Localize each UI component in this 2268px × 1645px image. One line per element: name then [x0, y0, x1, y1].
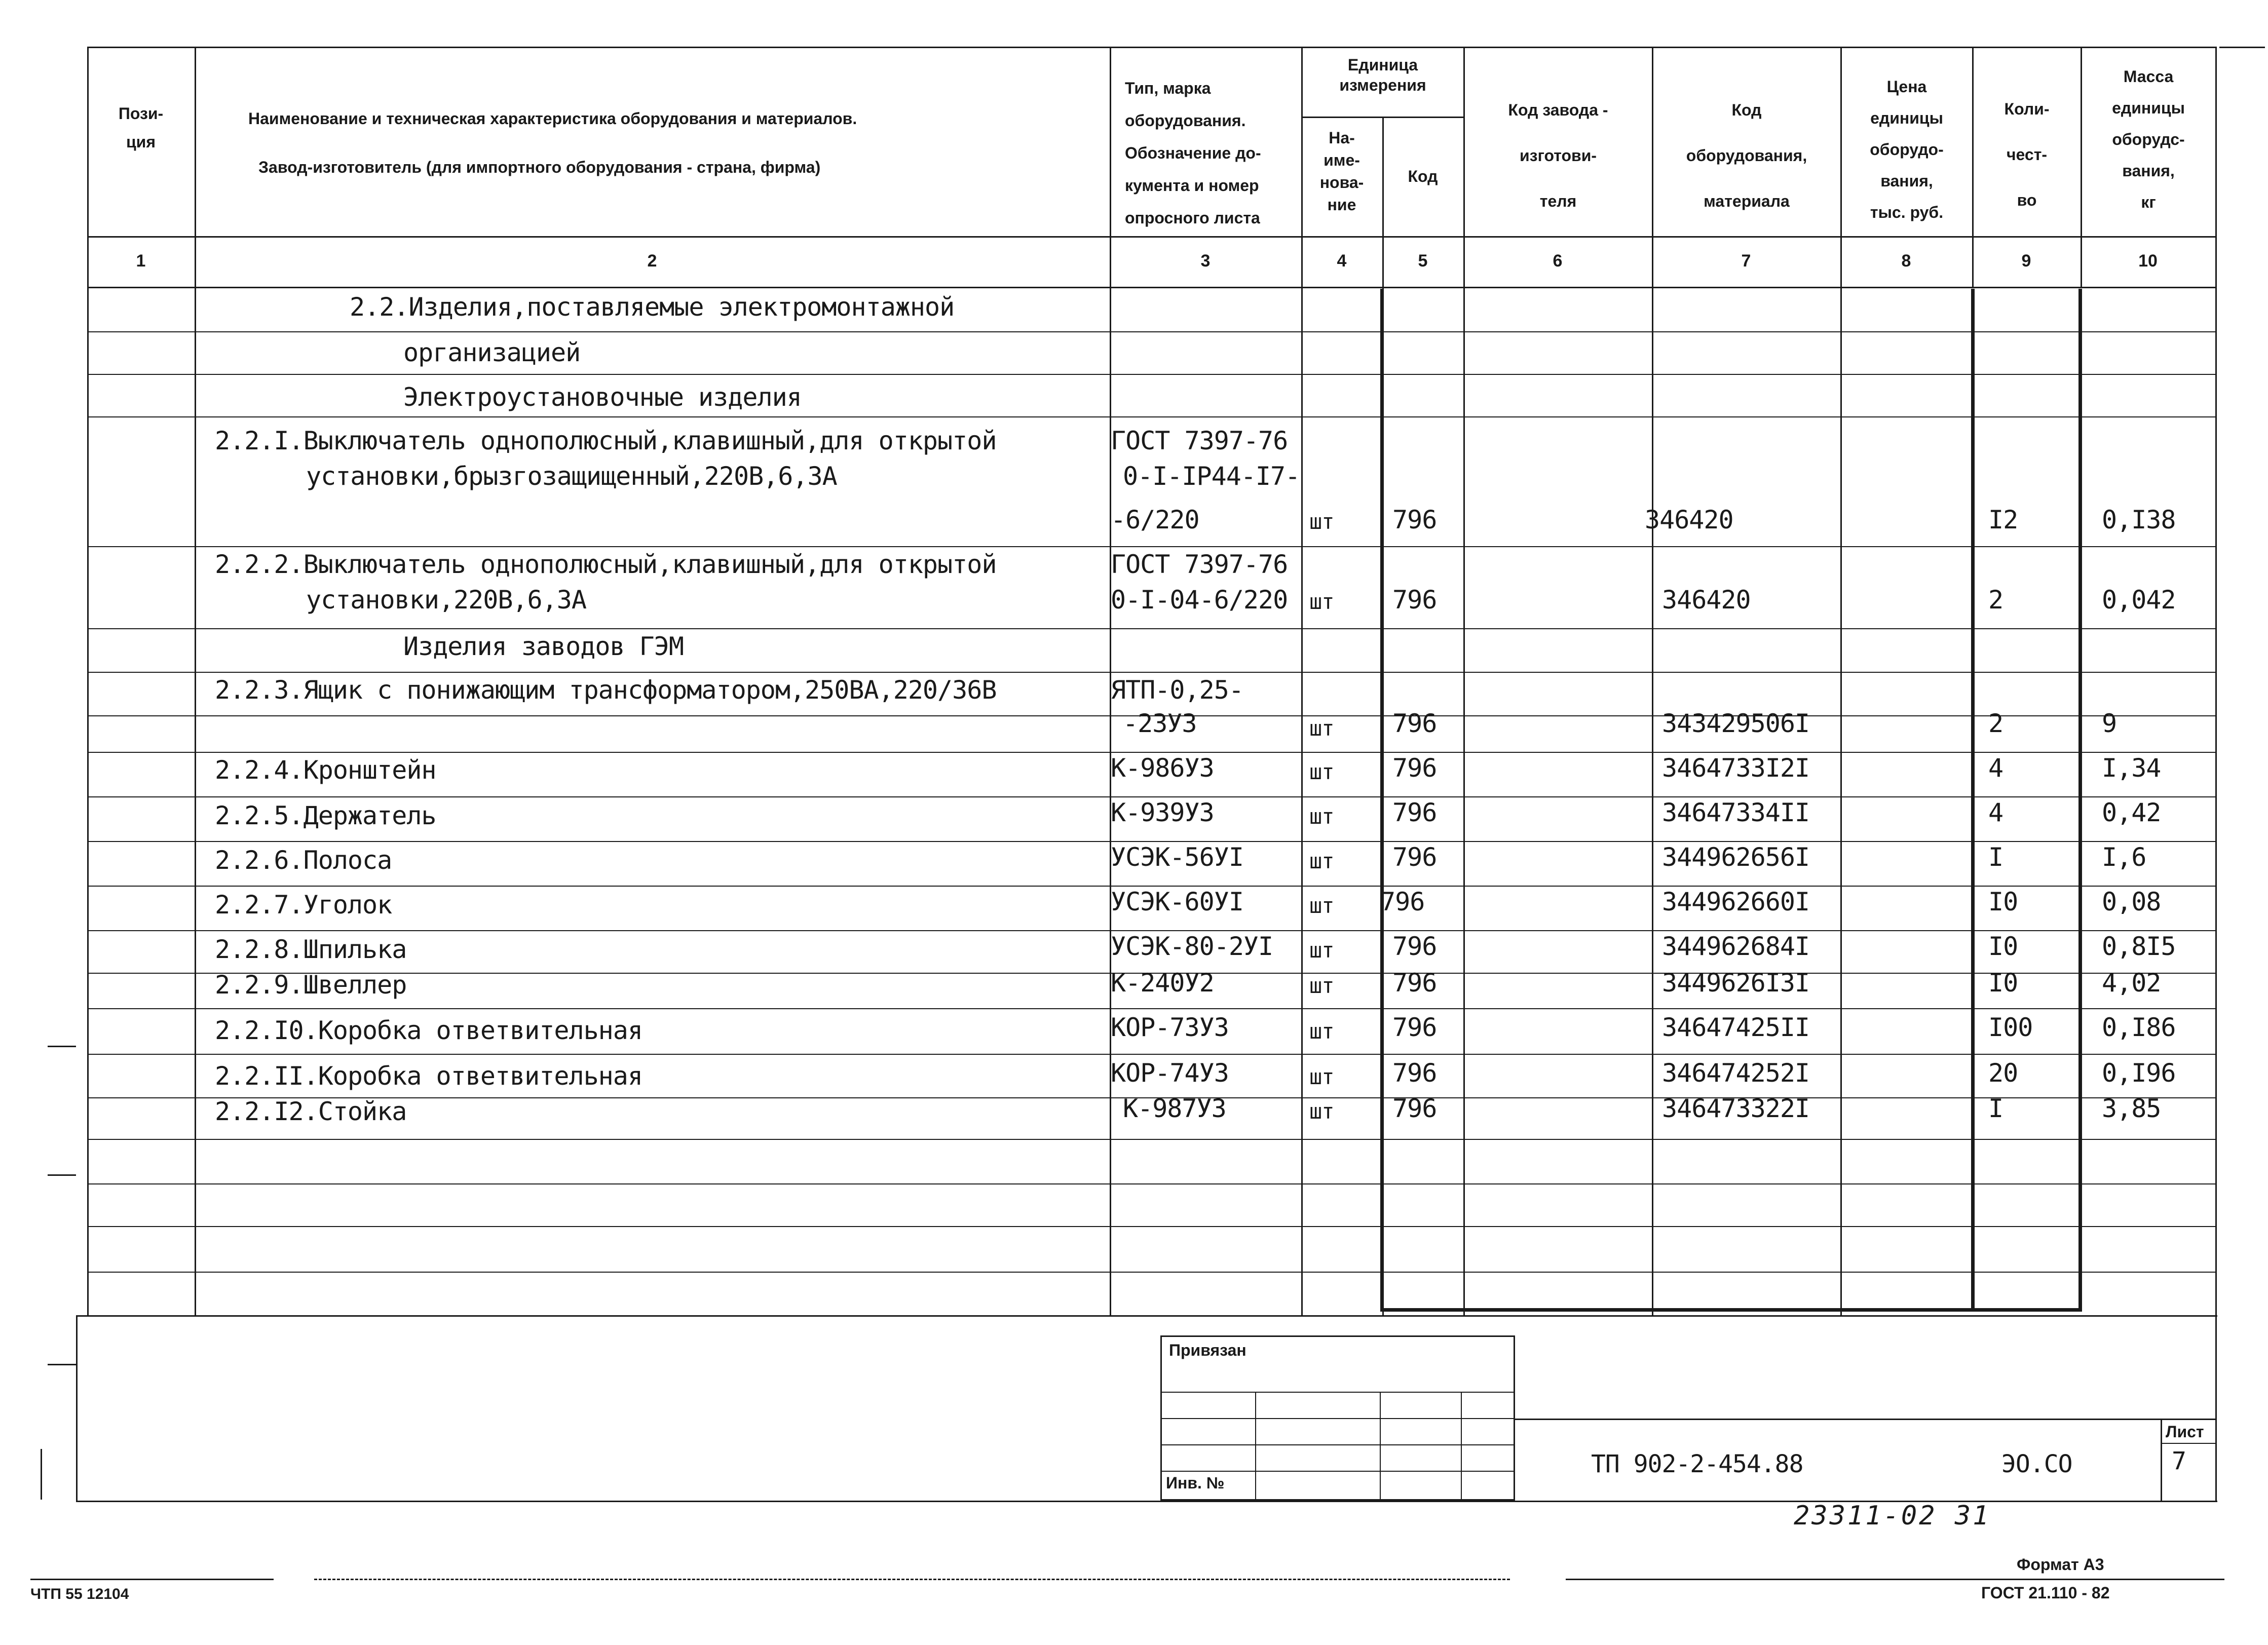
col-line-3 — [1301, 47, 1303, 1315]
row-name: 2.2.4.Кронштейн — [215, 755, 436, 785]
bottom-thick-in-cols — [1380, 1308, 2082, 1312]
row-type: ЯТП-0,25- — [1111, 675, 1243, 705]
table-bottom-border — [76, 1315, 2217, 1317]
row-eq-code: 34647425II — [1662, 1013, 1810, 1042]
row-line — [87, 331, 2215, 332]
col-line-9-thick — [2078, 289, 2082, 1311]
sheet-label: Лист — [2166, 1423, 2204, 1441]
row-qty: I00 — [1988, 1013, 2033, 1042]
colnum-7: 7 — [1741, 251, 1751, 271]
row-line — [87, 930, 2215, 931]
row-name: 2.2.II.Коробка ответвительная — [215, 1061, 642, 1091]
row-name: 2.2.8.Шпилька — [215, 935, 407, 964]
header-col8: Цена единицы оборудо- вания, тыс. руб. — [1870, 78, 1944, 221]
row-unit: шт — [1309, 849, 1334, 873]
row-unit: шт — [1309, 804, 1334, 829]
row-unit: шт — [1309, 1064, 1334, 1089]
row-code: 796 — [1392, 585, 1437, 615]
row-qty: 2 — [1988, 585, 2004, 615]
header-col2: Наименование и техническая характеристика оборудования и материалов. Завод-изготовитель (для импортного оборудования - страна, фирма) — [248, 109, 857, 176]
row-unit: шт — [1309, 509, 1334, 534]
row-unit: шт — [1309, 973, 1334, 998]
row-name: 2.2.5.Держатель — [215, 801, 436, 830]
row-name: 2.2.I.Выключатель однополюсный,клавишный,для открытой — [215, 426, 997, 455]
row-name: 2.2.I2.Стойка — [215, 1097, 407, 1126]
row-mass: 0,8I5 — [2102, 932, 2176, 961]
row-line — [87, 374, 2215, 375]
row-name: 2.2.3.Ящик с понижающим трансформатором,250ВА,220/36В — [215, 675, 997, 705]
row-qty: I0 — [1988, 887, 2018, 916]
margin-tick — [48, 1046, 76, 1047]
row-mass: 4,02 — [2102, 968, 2161, 998]
sheet-box-line — [2161, 1419, 2162, 1501]
row-unit: шт — [1309, 589, 1334, 614]
row-code: 796 — [1380, 887, 1425, 916]
row-eq-code: 3449626I3I — [1662, 968, 1810, 998]
row-type: ГОСТ 7397-76 — [1111, 426, 1288, 455]
col-line-7 — [1840, 47, 1842, 1315]
row-qty: 4 — [1988, 753, 2004, 783]
stamp-block — [1160, 1335, 1515, 1501]
footer-line-mid — [314, 1579, 1510, 1580]
doc-section: ЭО.СО — [2001, 1450, 2072, 1478]
colnum-3: 3 — [1200, 251, 1211, 271]
row-unit: шт — [1309, 716, 1334, 741]
row-name: 2.2.6.Полоса — [215, 846, 392, 875]
row-code: 796 — [1392, 1094, 1437, 1123]
row-eq-code: 344962660I — [1662, 887, 1810, 916]
row-name: 2.2.I0.Коробка ответвительная — [215, 1016, 642, 1045]
row-qty: I2 — [1988, 505, 2018, 534]
stamp-inv-no: Инв. № — [1166, 1474, 1225, 1492]
col-line-5 — [1463, 47, 1465, 1315]
colnum-2: 2 — [647, 251, 657, 271]
stamp-line — [1162, 1471, 1515, 1472]
table-top-border — [87, 47, 2215, 48]
row-qty: 2 — [1988, 709, 2004, 738]
row-code: 796 — [1392, 1058, 1437, 1088]
stamp-line — [1162, 1418, 1515, 1419]
row-code: 796 — [1392, 932, 1437, 961]
row-mass: 3,85 — [2102, 1094, 2161, 1123]
row-line — [87, 1054, 2215, 1055]
col-line-10 — [2215, 47, 2217, 1315]
col-line-1 — [195, 47, 196, 1315]
colnum-10: 10 — [2138, 251, 2158, 271]
footer-line-left — [30, 1579, 274, 1580]
stamp-line — [1162, 1392, 1515, 1393]
col-line-9 — [2081, 47, 2082, 287]
colnum-bottom-border — [87, 287, 2215, 288]
stamp-vline — [1461, 1392, 1462, 1499]
header-col9: Коли- чест- во — [2004, 100, 2050, 209]
col-line-6 — [1652, 47, 1653, 1315]
row-name: установки,220В,6,3А — [306, 585, 586, 615]
margin-tick — [48, 1364, 76, 1365]
col-line-0 — [87, 47, 89, 1315]
colnum-5: 5 — [1418, 251, 1428, 271]
colnum-8: 8 — [1901, 251, 1911, 271]
sheet-number: 7 — [2172, 1447, 2186, 1475]
row-type: УСЭК-80-2УI — [1111, 932, 1273, 961]
row-qty: I — [1988, 843, 2004, 872]
colnum-6: 6 — [1553, 251, 1563, 271]
row-qty: 20 — [1988, 1058, 2018, 1088]
row-type: УСЭК-60УI — [1111, 887, 1243, 916]
sheet-box-hline — [2161, 1443, 2215, 1444]
header-col1: Пози- ция — [118, 104, 164, 151]
row-line — [87, 752, 2215, 753]
row-code: 796 — [1392, 1013, 1437, 1042]
title-block-top — [1515, 1419, 2215, 1420]
stamp-vline — [1380, 1392, 1381, 1499]
row-line — [87, 1008, 2215, 1009]
header-col5: Код — [1408, 167, 1438, 185]
colnum-9: 9 — [2021, 251, 2031, 271]
row-type: УСЭК-56УI — [1111, 843, 1243, 872]
stamp-vline — [1255, 1392, 1256, 1499]
row-mass: 0,I86 — [2102, 1013, 2176, 1042]
row-eq-code: 346473322I — [1662, 1094, 1810, 1123]
colnum-4: 4 — [1337, 251, 1347, 271]
row-code: 796 — [1392, 505, 1437, 534]
row-line — [87, 416, 2215, 417]
row-code: 796 — [1392, 843, 1437, 872]
row-eq-code: 346420 — [1645, 505, 1733, 534]
row-eq-code: 346420 — [1662, 585, 1751, 615]
top-right-tick — [2219, 47, 2265, 48]
row-line — [87, 1139, 2215, 1140]
margin-tick — [48, 1174, 76, 1176]
row-qty: I0 — [1988, 968, 2018, 998]
row-unit: шт — [1309, 1019, 1334, 1044]
row-mass: 0,08 — [2102, 887, 2161, 916]
row-mass: 0,I38 — [2102, 505, 2176, 534]
frame-right — [2215, 1315, 2217, 1501]
row-name: 2.2.Изделия,поставляемые электромонтажной — [350, 292, 955, 322]
row-name: 2.2.7.Уголок — [215, 890, 392, 920]
row-code: 796 — [1392, 753, 1437, 783]
footer-gost: ГОСТ 21.110 - 82 — [1981, 1584, 2110, 1602]
row-line — [87, 1226, 2215, 1227]
row-mass: 0,I96 — [2102, 1058, 2176, 1088]
row-qty: 4 — [1988, 798, 2004, 827]
header-col4: На- име- нова- ние — [1319, 129, 1364, 214]
row-type: 0-I-IP44-I7- — [1123, 462, 1300, 491]
row-name: установки,брызгозащищенный,220В,6,3А — [306, 462, 837, 491]
row-name: Изделия заводов ГЭМ — [403, 632, 684, 661]
row-eq-code: 343429506I — [1662, 709, 1810, 738]
row-line — [87, 628, 2215, 629]
row-eq-code: 34647334II — [1662, 798, 1810, 827]
row-unit: шт — [1309, 1099, 1334, 1124]
header-units-group: Единица измерения — [1339, 56, 1426, 94]
row-type: -23УЗ — [1123, 709, 1197, 738]
row-unit: шт — [1309, 759, 1334, 784]
row-type: ГОСТ 7397-76 — [1111, 550, 1288, 579]
row-type: К-939УЗ — [1111, 798, 1214, 827]
row-type: К-987УЗ — [1123, 1094, 1226, 1123]
row-mass: 0,42 — [2102, 798, 2161, 827]
row-name: 2.2.2.Выключатель однополюсный,клавишный,для открытой — [215, 550, 997, 579]
row-type: 0-I-04-6/220 — [1111, 585, 1288, 615]
row-qty: I — [1988, 1094, 2004, 1123]
header-bottom-border — [87, 236, 2215, 238]
row-code: 796 — [1392, 798, 1437, 827]
row-type: К-986УЗ — [1111, 753, 1214, 783]
row-qty: I0 — [1988, 932, 2018, 961]
header-col3: Тип, марка оборудования. Обозначение до- кумента и номер опросного листа — [1125, 79, 1261, 227]
row-unit: шт — [1309, 893, 1334, 918]
row-line — [87, 886, 2215, 887]
handwritten-number: 23311-02 31 — [1794, 1501, 1991, 1531]
header-col7: Код оборудования, материала — [1686, 101, 1807, 210]
col-line-8-thick — [1971, 289, 1975, 1311]
row-line — [87, 546, 2215, 547]
row-type: К-240У2 — [1111, 968, 1214, 998]
row-mass: I,34 — [2102, 753, 2161, 783]
header-col6: Код завода - изготови- теля — [1508, 101, 1608, 210]
row-mass: 9 — [2102, 709, 2117, 738]
row-name: Электроустановочные изделия — [403, 382, 802, 412]
doc-code: ТП 902-2-454.88 — [1591, 1450, 1803, 1478]
row-mass: 0,042 — [2102, 585, 2176, 615]
footer-format: Формат А3 — [2017, 1555, 2104, 1574]
row-mass: I,6 — [2102, 843, 2146, 872]
colnum-1: 1 — [136, 251, 146, 271]
row-line — [87, 1272, 2215, 1273]
stamp-line — [1162, 1444, 1515, 1445]
row-code: 796 — [1392, 709, 1437, 738]
row-eq-code: 344962684I — [1662, 932, 1810, 961]
header-col10: Масса единицы оборудс- вания, кг — [2112, 67, 2185, 211]
row-name: 2.2.9.Швеллер — [215, 970, 407, 1000]
row-line — [87, 796, 2215, 797]
row-eq-code: 346474252I — [1662, 1058, 1810, 1088]
col-line-4-thick — [1380, 289, 1384, 1311]
row-line — [87, 841, 2215, 842]
margin-tick — [41, 1449, 42, 1500]
row-line — [87, 672, 2215, 673]
row-line — [87, 1183, 2215, 1184]
footer-line-right — [1566, 1579, 2224, 1580]
footer-left-code: ЧТП 55 12104 — [30, 1586, 129, 1602]
col-line-8 — [1972, 47, 1974, 287]
row-code: 796 — [1392, 968, 1437, 998]
row-name: организацией — [403, 338, 581, 367]
row-type: КОР-73УЗ — [1111, 1013, 1229, 1042]
stamp-privyazan: Привязан — [1169, 1341, 1246, 1359]
row-eq-code: 344962656I — [1662, 843, 1810, 872]
row-unit: шт — [1309, 938, 1334, 963]
row-type: -6/220 — [1111, 505, 1199, 534]
frame-left — [76, 1315, 78, 1501]
row-eq-code: 3464733I2I — [1662, 753, 1810, 783]
row-type: КОР-74УЗ — [1111, 1058, 1229, 1088]
